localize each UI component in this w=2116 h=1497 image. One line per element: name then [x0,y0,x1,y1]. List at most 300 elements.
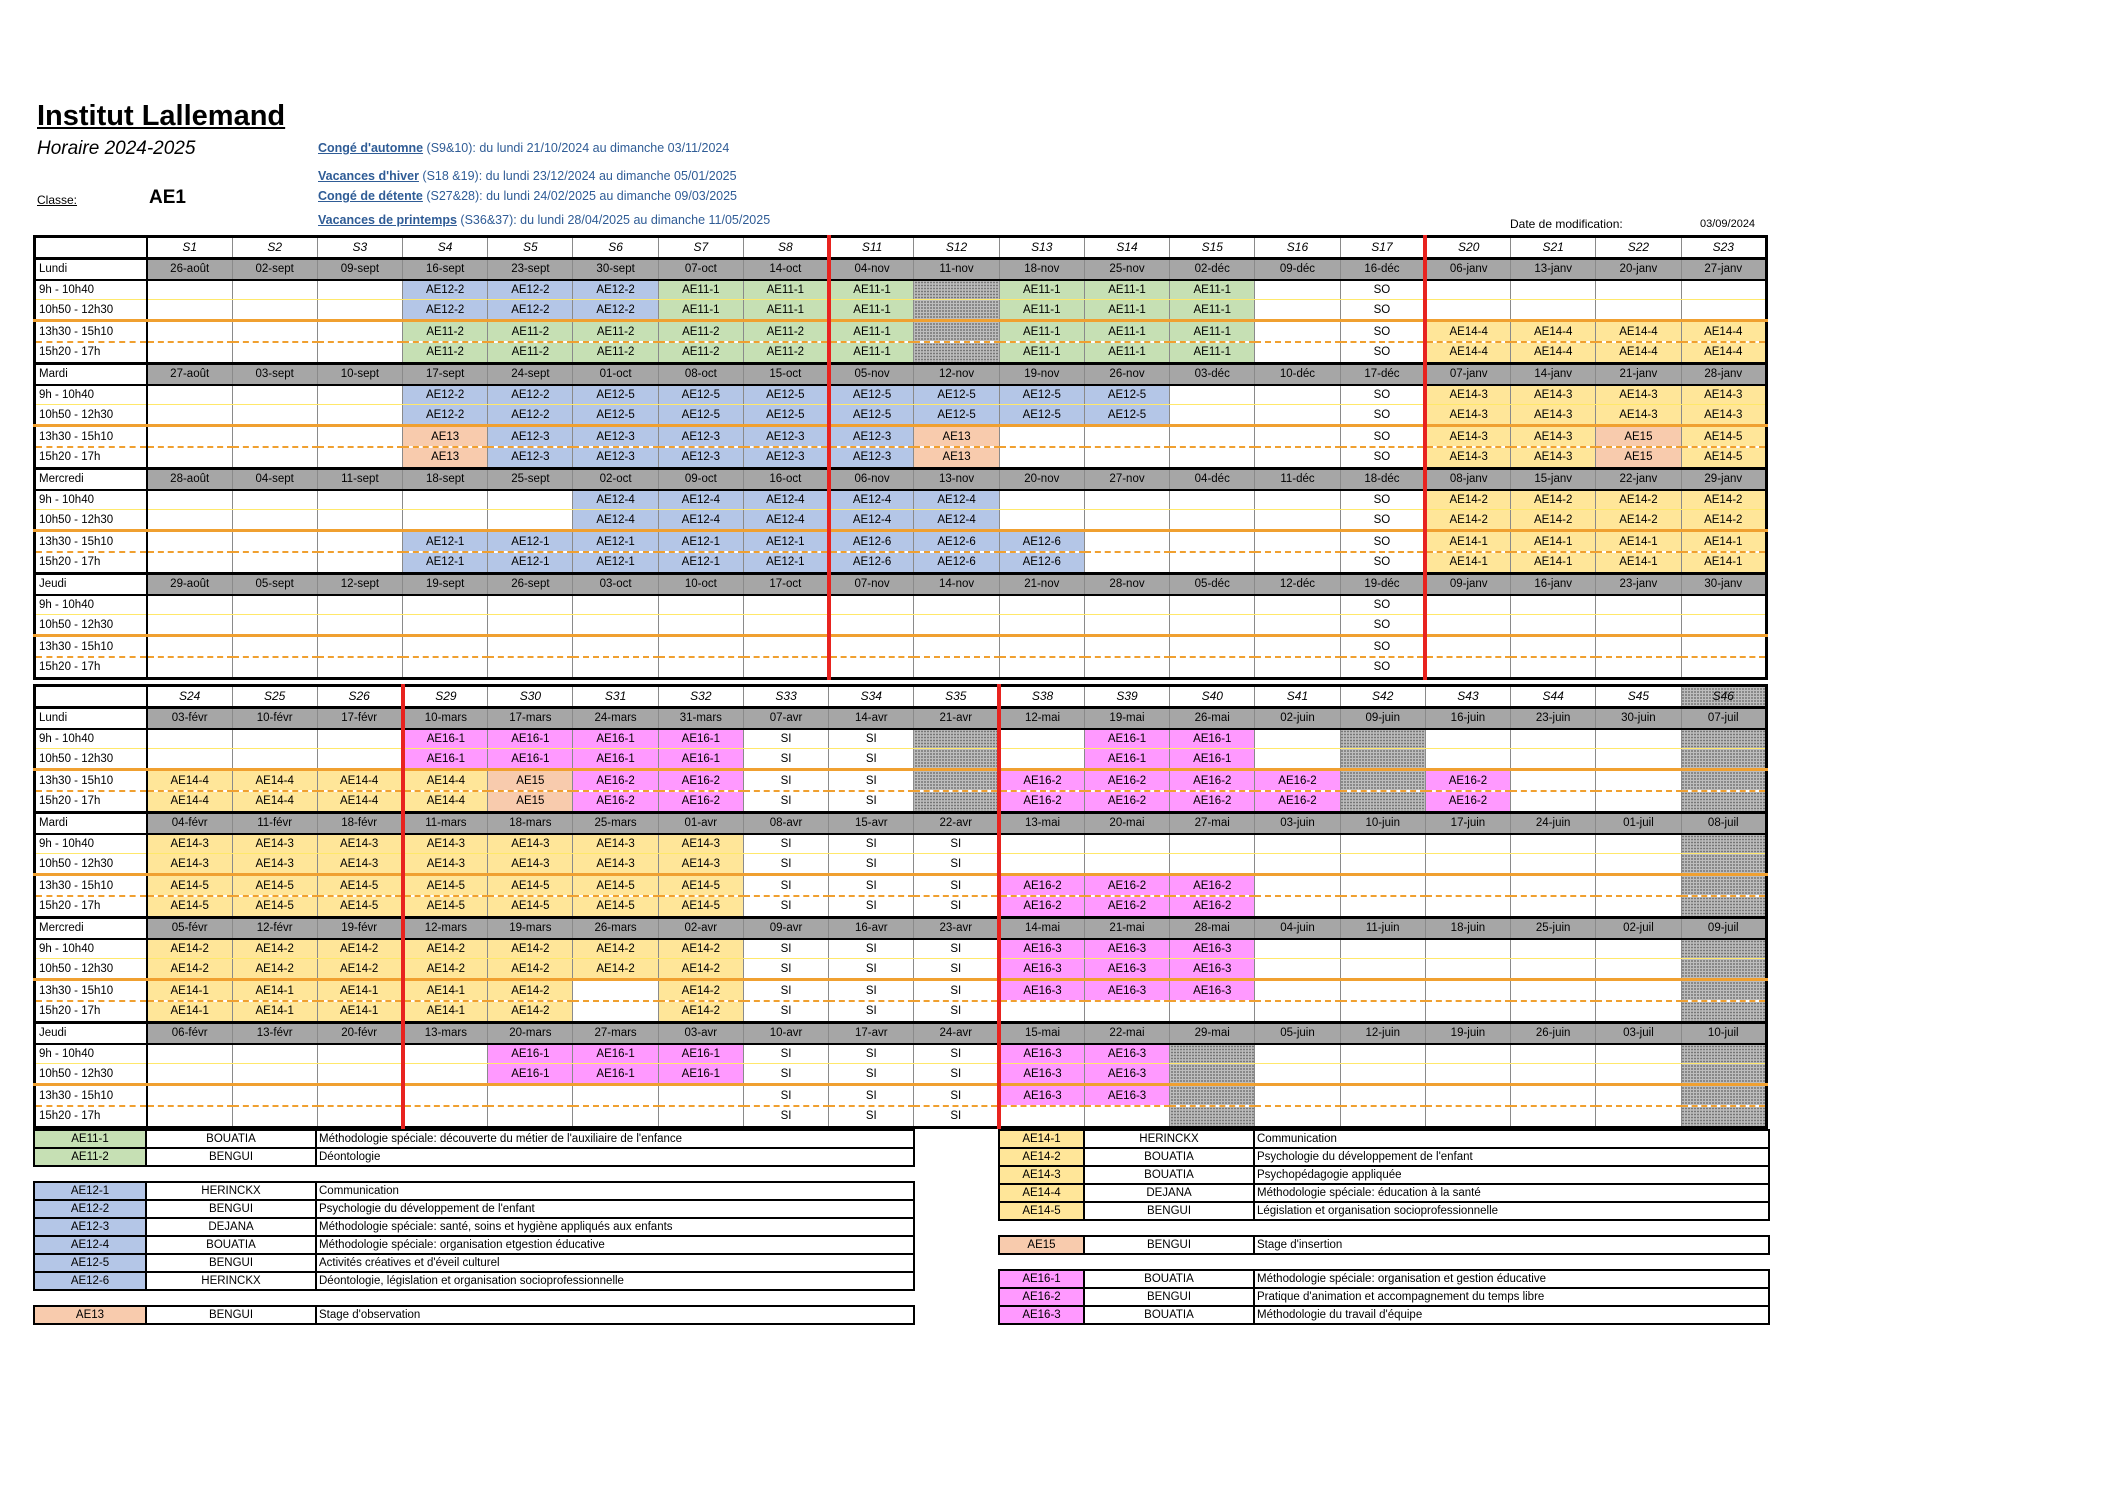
course-cell[interactable]: AE12-5 [914,385,999,405]
course-cell[interactable]: AE16-3 [999,980,1084,1001]
course-cell[interactable]: AE14-3 [147,834,232,854]
course-cell[interactable]: SO [1340,447,1425,468]
course-cell[interactable] [1084,1106,1169,1127]
course-cell[interactable] [914,657,999,678]
course-cell[interactable]: AE14-1 [1596,531,1681,552]
course-cell[interactable]: AE14-3 [658,834,743,854]
course-cell[interactable] [1681,1044,1766,1064]
course-cell[interactable]: AE14-5 [658,875,743,896]
course-cell[interactable]: AE14-5 [317,896,402,917]
course-cell[interactable]: SO [1340,342,1425,363]
course-cell[interactable] [1681,1001,1766,1022]
course-cell[interactable]: AE14-5 [658,896,743,917]
course-cell[interactable]: AE11-2 [658,321,743,342]
course-cell[interactable] [1511,959,1596,980]
course-cell[interactable] [147,300,232,321]
course-cell[interactable] [1681,834,1766,854]
course-cell[interactable] [1255,854,1340,875]
course-cell[interactable]: AE14-4 [403,770,488,791]
course-cell[interactable]: AE14-2 [658,939,743,959]
course-cell[interactable]: SI [743,1085,828,1106]
course-cell[interactable]: AE12-1 [743,531,828,552]
course-cell[interactable] [1340,770,1425,791]
course-cell[interactable] [1170,834,1255,854]
course-cell[interactable]: AE14-2 [488,980,573,1001]
course-cell[interactable] [1511,939,1596,959]
course-cell[interactable] [317,1064,402,1085]
course-cell[interactable] [1255,300,1340,321]
course-cell[interactable]: AE12-6 [829,552,914,573]
course-cell[interactable] [147,385,232,405]
course-cell[interactable] [488,1106,573,1127]
course-cell[interactable] [1681,729,1766,749]
course-cell[interactable] [1340,854,1425,875]
course-cell[interactable] [1255,280,1340,300]
course-cell[interactable] [403,636,488,657]
course-cell[interactable] [1084,657,1169,678]
course-cell[interactable]: AE14-5 [147,896,232,917]
course-cell[interactable]: AE11-1 [999,342,1084,363]
course-cell[interactable] [1596,875,1681,896]
course-cell[interactable]: SI [743,770,828,791]
course-cell[interactable] [1425,1106,1510,1127]
course-cell[interactable]: AE12-5 [573,405,658,426]
course-cell[interactable]: SI [829,729,914,749]
course-cell[interactable] [1084,510,1169,531]
course-cell[interactable]: SO [1340,552,1425,573]
course-cell[interactable] [1681,636,1766,657]
course-cell[interactable] [1681,875,1766,896]
course-cell[interactable] [1084,636,1169,657]
course-cell[interactable]: AE12-3 [488,426,573,447]
course-cell[interactable]: AE14-2 [1596,510,1681,531]
course-cell[interactable]: AE15 [1596,447,1681,468]
course-cell[interactable] [1255,1001,1340,1022]
course-cell[interactable] [743,615,828,636]
course-cell[interactable]: SI [829,770,914,791]
course-cell[interactable]: AE14-1 [1681,552,1766,573]
course-cell[interactable]: AE12-4 [573,510,658,531]
course-cell[interactable]: AE14-3 [488,834,573,854]
course-cell[interactable] [1084,447,1169,468]
course-cell[interactable] [1596,1106,1681,1127]
course-cell[interactable]: AE11-1 [829,300,914,321]
course-cell[interactable]: AE11-1 [829,342,914,363]
course-cell[interactable] [147,636,232,657]
course-cell[interactable]: SI [829,791,914,812]
course-cell[interactable] [1596,1044,1681,1064]
course-cell[interactable] [914,615,999,636]
course-cell[interactable] [1681,300,1766,321]
course-cell[interactable]: AE11-1 [658,280,743,300]
course-cell[interactable]: AE16-2 [1170,791,1255,812]
course-cell[interactable] [1255,749,1340,770]
course-cell[interactable]: AE16-2 [1170,770,1255,791]
course-cell[interactable]: SI [829,1001,914,1022]
course-cell[interactable] [1511,1044,1596,1064]
course-cell[interactable]: AE14-2 [232,959,317,980]
course-cell[interactable]: AE14-3 [1425,447,1510,468]
course-cell[interactable]: AE16-3 [1084,959,1169,980]
course-cell[interactable] [829,615,914,636]
course-cell[interactable]: SI [829,1085,914,1106]
course-cell[interactable]: AE12-4 [573,490,658,510]
course-cell[interactable] [1425,1001,1510,1022]
course-cell[interactable]: AE16-2 [1255,770,1340,791]
course-cell[interactable] [1084,834,1169,854]
course-cell[interactable] [573,636,658,657]
course-cell[interactable] [1596,300,1681,321]
course-cell[interactable] [147,1106,232,1127]
course-cell[interactable]: AE12-3 [658,447,743,468]
course-cell[interactable]: AE12-1 [658,552,743,573]
course-cell[interactable]: SI [829,959,914,980]
course-cell[interactable] [232,1044,317,1064]
course-cell[interactable]: AE12-5 [658,385,743,405]
course-cell[interactable] [317,657,402,678]
course-cell[interactable]: SO [1340,426,1425,447]
course-cell[interactable] [1596,1001,1681,1022]
course-cell[interactable]: AE16-2 [999,791,1084,812]
course-cell[interactable]: AE14-2 [403,939,488,959]
course-cell[interactable] [1255,510,1340,531]
course-cell[interactable] [1425,657,1510,678]
course-cell[interactable]: AE14-5 [232,896,317,917]
course-cell[interactable]: AE12-5 [743,385,828,405]
course-cell[interactable]: SI [914,875,999,896]
course-cell[interactable]: AE11-2 [573,321,658,342]
course-cell[interactable]: AE11-1 [1084,280,1169,300]
course-cell[interactable]: AE14-3 [658,854,743,875]
course-cell[interactable]: AE14-4 [1511,342,1596,363]
course-cell[interactable] [317,595,402,615]
course-cell[interactable]: AE16-1 [573,1044,658,1064]
course-cell[interactable]: AE14-2 [658,1001,743,1022]
course-cell[interactable] [1511,300,1596,321]
course-cell[interactable] [1084,1001,1169,1022]
course-cell[interactable] [1511,770,1596,791]
course-cell[interactable] [1681,1106,1766,1127]
course-cell[interactable]: AE14-2 [147,959,232,980]
course-cell[interactable]: SI [743,1064,828,1085]
course-cell[interactable] [743,657,828,678]
course-cell[interactable] [1511,1085,1596,1106]
course-cell[interactable] [317,426,402,447]
course-cell[interactable]: AE14-1 [232,1001,317,1022]
course-cell[interactable] [1511,1106,1596,1127]
course-cell[interactable] [573,615,658,636]
course-cell[interactable]: AE16-3 [1084,1064,1169,1085]
course-cell[interactable]: SI [914,854,999,875]
course-cell[interactable] [1255,834,1340,854]
course-cell[interactable]: AE12-6 [914,531,999,552]
course-cell[interactable]: AE16-1 [573,1064,658,1085]
course-cell[interactable] [1340,1001,1425,1022]
course-cell[interactable]: AE16-2 [1170,875,1255,896]
course-cell[interactable] [1511,749,1596,770]
course-cell[interactable]: SI [914,1106,999,1127]
course-cell[interactable] [1170,426,1255,447]
course-cell[interactable]: AE14-2 [1425,510,1510,531]
course-cell[interactable]: AE11-2 [743,342,828,363]
course-cell[interactable] [147,657,232,678]
course-cell[interactable] [1340,729,1425,749]
course-cell[interactable]: AE11-1 [1170,342,1255,363]
course-cell[interactable] [488,636,573,657]
course-cell[interactable] [1255,385,1340,405]
course-cell[interactable]: AE14-3 [1596,385,1681,405]
course-cell[interactable] [1681,939,1766,959]
course-cell[interactable] [1255,896,1340,917]
course-cell[interactable]: AE12-5 [573,385,658,405]
course-cell[interactable]: AE14-1 [1511,531,1596,552]
course-cell[interactable]: AE14-2 [488,939,573,959]
course-cell[interactable] [1255,552,1340,573]
course-cell[interactable] [1511,875,1596,896]
course-cell[interactable]: AE11-2 [488,342,573,363]
course-cell[interactable] [147,447,232,468]
course-cell[interactable] [1596,657,1681,678]
course-cell[interactable]: AE14-5 [403,896,488,917]
course-cell[interactable]: SI [829,1106,914,1127]
holiday-name[interactable]: Congé d'automne [318,141,424,155]
course-cell[interactable] [1425,300,1510,321]
course-cell[interactable]: AE14-4 [1425,342,1510,363]
course-cell[interactable]: AE15 [488,770,573,791]
course-cell[interactable] [999,636,1084,657]
course-cell[interactable] [743,595,828,615]
course-cell[interactable]: AE14-1 [1511,552,1596,573]
course-cell[interactable]: SI [743,729,828,749]
course-cell[interactable] [1425,615,1510,636]
course-cell[interactable] [658,1085,743,1106]
course-cell[interactable]: AE15 [1596,426,1681,447]
course-cell[interactable]: AE14-4 [1596,342,1681,363]
course-cell[interactable] [317,405,402,426]
course-cell[interactable] [999,426,1084,447]
holiday-name[interactable]: Congé de détente [318,189,423,203]
course-cell[interactable] [1511,636,1596,657]
course-cell[interactable] [829,657,914,678]
course-cell[interactable]: AE14-3 [1511,405,1596,426]
course-cell[interactable] [1255,636,1340,657]
course-cell[interactable]: AE14-3 [1511,385,1596,405]
course-cell[interactable] [232,426,317,447]
course-cell[interactable]: AE14-5 [488,896,573,917]
course-cell[interactable]: AE14-2 [1511,510,1596,531]
course-cell[interactable] [999,749,1084,770]
course-cell[interactable]: SI [743,939,828,959]
course-cell[interactable]: AE16-2 [999,770,1084,791]
course-cell[interactable] [1681,854,1766,875]
course-cell[interactable]: SI [743,749,828,770]
course-cell[interactable] [1511,657,1596,678]
course-cell[interactable]: AE14-3 [317,834,402,854]
course-cell[interactable]: AE14-5 [147,875,232,896]
course-cell[interactable] [999,510,1084,531]
course-cell[interactable]: AE12-3 [658,426,743,447]
course-cell[interactable] [147,749,232,770]
course-cell[interactable] [232,300,317,321]
course-cell[interactable] [232,1106,317,1127]
course-cell[interactable]: AE16-1 [658,729,743,749]
course-cell[interactable] [232,447,317,468]
course-cell[interactable] [1340,1106,1425,1127]
course-cell[interactable] [573,1001,658,1022]
course-cell[interactable] [232,749,317,770]
course-cell[interactable]: SO [1340,490,1425,510]
course-cell[interactable] [1255,1106,1340,1127]
course-cell[interactable] [403,490,488,510]
course-cell[interactable]: AE11-2 [488,321,573,342]
course-cell[interactable] [317,1085,402,1106]
course-cell[interactable] [999,657,1084,678]
course-cell[interactable]: AE11-1 [743,280,828,300]
course-cell[interactable]: AE14-1 [232,980,317,1001]
course-cell[interactable]: AE12-3 [743,426,828,447]
course-cell[interactable] [1596,770,1681,791]
course-cell[interactable]: AE12-4 [914,510,999,531]
course-cell[interactable] [1596,729,1681,749]
course-cell[interactable]: AE12-1 [658,531,743,552]
course-cell[interactable] [1511,615,1596,636]
course-cell[interactable]: SI [914,959,999,980]
course-cell[interactable] [403,595,488,615]
course-cell[interactable]: AE16-1 [1170,729,1255,749]
course-cell[interactable]: AE12-3 [573,426,658,447]
course-cell[interactable]: AE11-1 [743,300,828,321]
course-cell[interactable]: AE14-3 [1681,385,1766,405]
course-cell[interactable] [1340,896,1425,917]
course-cell[interactable]: SO [1340,385,1425,405]
course-cell[interactable] [1596,980,1681,1001]
course-cell[interactable]: AE16-3 [1084,939,1169,959]
course-cell[interactable] [743,636,828,657]
course-cell[interactable] [1425,939,1510,959]
course-cell[interactable]: AE12-1 [488,552,573,573]
course-cell[interactable]: AE14-2 [573,939,658,959]
course-cell[interactable]: AE16-2 [999,875,1084,896]
course-cell[interactable] [1681,1085,1766,1106]
course-cell[interactable]: AE14-3 [403,854,488,875]
course-cell[interactable] [1170,1044,1255,1064]
course-cell[interactable] [403,615,488,636]
course-cell[interactable] [1681,657,1766,678]
course-cell[interactable]: AE16-2 [573,791,658,812]
course-cell[interactable] [1170,385,1255,405]
course-cell[interactable] [1255,426,1340,447]
course-cell[interactable]: SI [914,1044,999,1064]
course-cell[interactable] [403,1085,488,1106]
course-cell[interactable]: SI [829,896,914,917]
course-cell[interactable] [1255,1044,1340,1064]
course-cell[interactable]: AE12-3 [829,447,914,468]
course-cell[interactable] [317,321,402,342]
course-cell[interactable]: SO [1340,405,1425,426]
course-cell[interactable] [1255,1064,1340,1085]
course-cell[interactable] [317,729,402,749]
course-cell[interactable] [1170,531,1255,552]
course-cell[interactable]: AE16-1 [1084,749,1169,770]
course-cell[interactable] [1170,615,1255,636]
course-cell[interactable] [999,854,1084,875]
course-cell[interactable]: AE12-4 [743,510,828,531]
course-cell[interactable] [914,321,999,342]
course-cell[interactable] [573,1085,658,1106]
course-cell[interactable] [1511,834,1596,854]
course-cell[interactable]: AE14-4 [232,770,317,791]
course-cell[interactable]: SO [1340,510,1425,531]
course-cell[interactable] [1255,939,1340,959]
course-cell[interactable] [1596,959,1681,980]
course-cell[interactable]: AE14-3 [1681,405,1766,426]
course-cell[interactable]: AE16-1 [658,1044,743,1064]
course-cell[interactable]: SI [743,959,828,980]
course-cell[interactable]: SI [743,896,828,917]
course-cell[interactable]: AE12-3 [743,447,828,468]
course-cell[interactable] [1681,770,1766,791]
course-cell[interactable] [1596,854,1681,875]
course-cell[interactable] [1596,939,1681,959]
course-cell[interactable] [147,490,232,510]
course-cell[interactable] [403,1064,488,1085]
course-cell[interactable] [1340,939,1425,959]
course-cell[interactable]: AE14-4 [1425,321,1510,342]
course-cell[interactable] [914,595,999,615]
holiday-name[interactable]: Vacances de printemps [318,213,457,227]
course-cell[interactable]: AE14-5 [232,875,317,896]
course-cell[interactable]: AE14-2 [317,959,402,980]
course-cell[interactable] [1170,1064,1255,1085]
course-cell[interactable]: AE12-5 [999,385,1084,405]
course-cell[interactable] [1425,1085,1510,1106]
course-cell[interactable]: AE16-1 [1084,729,1169,749]
course-cell[interactable]: AE14-1 [147,980,232,1001]
course-cell[interactable]: AE14-3 [1425,405,1510,426]
course-cell[interactable]: AE12-1 [403,531,488,552]
course-cell[interactable]: AE14-3 [232,854,317,875]
course-cell[interactable]: AE16-2 [1084,875,1169,896]
course-cell[interactable]: AE12-4 [829,510,914,531]
course-cell[interactable]: AE14-1 [1425,531,1510,552]
course-cell[interactable] [1596,615,1681,636]
course-cell[interactable]: AE11-1 [1084,342,1169,363]
course-cell[interactable]: AE11-2 [743,321,828,342]
course-cell[interactable] [1596,636,1681,657]
course-cell[interactable]: AE14-3 [147,854,232,875]
course-cell[interactable] [1425,1044,1510,1064]
course-cell[interactable] [1340,980,1425,1001]
course-cell[interactable] [1681,280,1766,300]
course-cell[interactable] [1425,896,1510,917]
course-cell[interactable] [1511,280,1596,300]
course-cell[interactable] [1255,321,1340,342]
course-cell[interactable] [1084,531,1169,552]
course-cell[interactable] [317,490,402,510]
course-cell[interactable] [403,1106,488,1127]
course-cell[interactable] [317,300,402,321]
course-cell[interactable]: AE12-4 [914,490,999,510]
course-cell[interactable] [999,447,1084,468]
course-cell[interactable] [147,280,232,300]
course-cell[interactable] [1340,1064,1425,1085]
course-cell[interactable]: AE12-2 [403,385,488,405]
course-cell[interactable]: SI [914,896,999,917]
course-cell[interactable] [232,510,317,531]
course-cell[interactable]: AE16-1 [488,1044,573,1064]
course-cell[interactable]: AE12-5 [743,405,828,426]
course-cell[interactable] [147,510,232,531]
